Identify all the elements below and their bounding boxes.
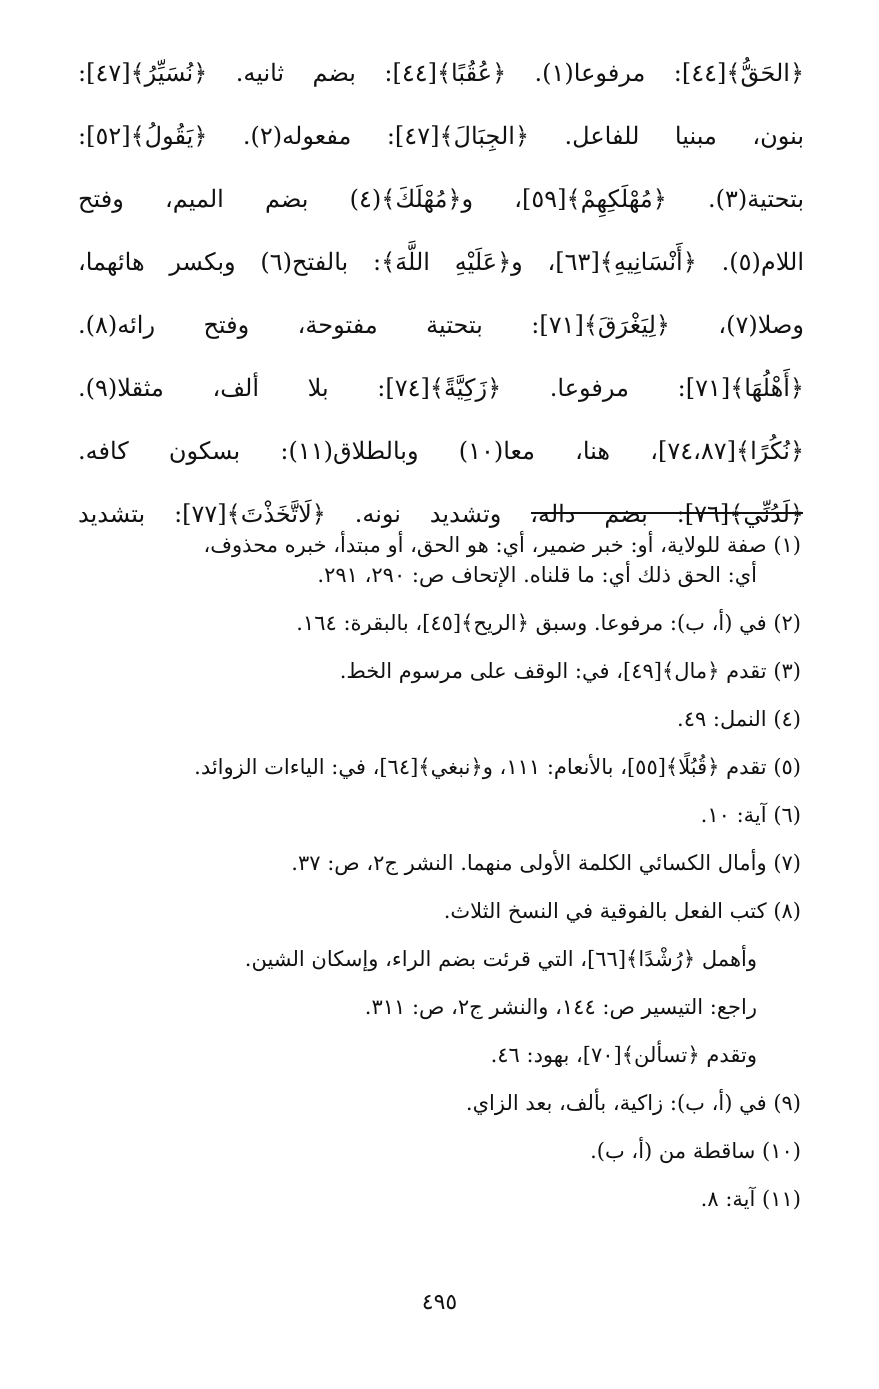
footnote-text: صفة للولاية، أو: خبر ضمير، أي: هو الحق، أو مبتدأ، خبره محذوف، [203,533,767,557]
footnote-number: (٢) [773,611,801,635]
footnotes-block [71,530,801,1232]
footnote [71,848,801,878]
main-text-line: بتحتية(٣). ﴿مُهْلَكِهِمْ﴾[٥٩]، و﴿مُهْلَكَ﴾(٤) بضم الميم، وفتح [78,185,804,213]
footnote [71,530,801,590]
footnote [71,1088,801,1118]
page-number: ٤٩٥ [421,1290,458,1315]
footnote-number: (٧) [773,851,801,875]
footnote-separator [531,512,803,514]
footnote-sub-paragraph: وأهمل ﴿رُشْدًا﴾[٦٦]، التي قرئت بضم الراء، وإسكان الشين. [244,947,757,971]
footnote [71,800,801,830]
footnote-number: (١١) [762,1187,801,1211]
footnote [71,704,801,734]
footnote [71,1136,801,1166]
footnote-number: (٥) [773,755,801,779]
main-text-line: اللام(٥). ﴿أَنْسَانِيهِ﴾[٦٣]، و﴿عَلَيْهِ اللَّهَ﴾: بالفتح(٦) وبكسر هائهما، [78,248,804,276]
footnote-number: (٣) [773,659,801,683]
footnote-text: في (أ، ب): زاكية، بألف، بعد الزاي. [465,1091,767,1115]
footnote [71,608,801,638]
footnote [71,896,801,926]
footnote-text: تقدم ﴿مال﴾[٤٩]، في: الوقف على مرسوم الخط. [339,659,767,683]
footnote [71,752,801,782]
main-text-line: وصلا(٧)، ﴿لِيَغْرَقَ﴾[٧١]: بتحتية مفتوحة، وفتح رائه(٨). [78,311,804,339]
main-text-line: بنون، مبنيا للفاعل. ﴿الجِبَالَ﴾[٤٧]: مفعوله(٢). ﴿يَقُولُ﴾[٥٢]: [78,122,804,150]
footnote-text: تقدم ﴿قُبُلًا﴾[٥٥]، بالأنعام: ١١١، و﴿نبغي﴾[٦٤]، في: الياءات الزوائد. [194,755,767,779]
footnote-number: (٩) [773,1091,801,1115]
footnote-text: آية: ٨. [700,1187,756,1211]
footnote-text: ساقطة من (أ، ب). [590,1139,756,1163]
footnote [71,656,801,686]
footnote [71,1184,801,1214]
footnote-number: (١٠) [762,1139,801,1163]
footnote-text: النمل: ٤٩. [677,707,767,731]
main-text-block [78,42,804,546]
footnote-number: (١) [773,533,801,557]
footnote-text: كتب الفعل بالفوقية في النسخ الثلاث. [443,899,767,923]
footnote-number: (٦) [773,803,801,827]
footnote-sub-paragraph: راجع: التيسير ص: ١٤٤، والنشر ج٢، ص: ٣١١. [364,995,757,1019]
footnote-text-continuation: أي: الحق ذلك أي: ما قلناه. الإتحاف ص: ٢٩٠، ٢٩١. [317,563,757,587]
footnote-text: آية: ١٠. [700,803,767,827]
main-text-line: ﴿نُكُرًا﴾[٧٤،٨٧]، هنا، معا(١٠) وبالطلاق(١١): بسكون كافه. [78,437,804,465]
footnote-number: (٤) [773,707,801,731]
footnote-number: (٨) [773,899,801,923]
footnote-text: في (أ، ب): مرفوعا. وسبق ﴿الريح﴾[٤٥]، بالبقرة: ١٦٤. [296,611,767,635]
footnote-text: وأمال الكسائي الكلمة الأولى منهما. النشر ج٢، ص: ٣٧. [291,851,767,875]
main-text-line: ﴿أَهْلُهَا﴾[٧١]: مرفوعا. ﴿زَكِيَّةً﴾[٧٤]: بلا ألف، مثقلا(٩). [78,374,804,402]
main-text-line: ﴿لَدُنِّي﴾[٧٦]: بضم داله، وتشديد نونه. ﴿لَاتَّخَذْتَ﴾[٧٧]: بتشديد [78,500,804,528]
footnote-sub-paragraph: وتقدم ﴿تسألن﴾[٧٠]، بهود: ٤٦. [490,1043,757,1067]
main-text-line: ﴿الحَقُّ﴾[٤٤]: مرفوعا(١). ﴿عُقُبًا﴾[٤٤]: بضم ثانيه. ﴿نُسَيِّرُ﴾[٤٧]: [78,59,804,87]
